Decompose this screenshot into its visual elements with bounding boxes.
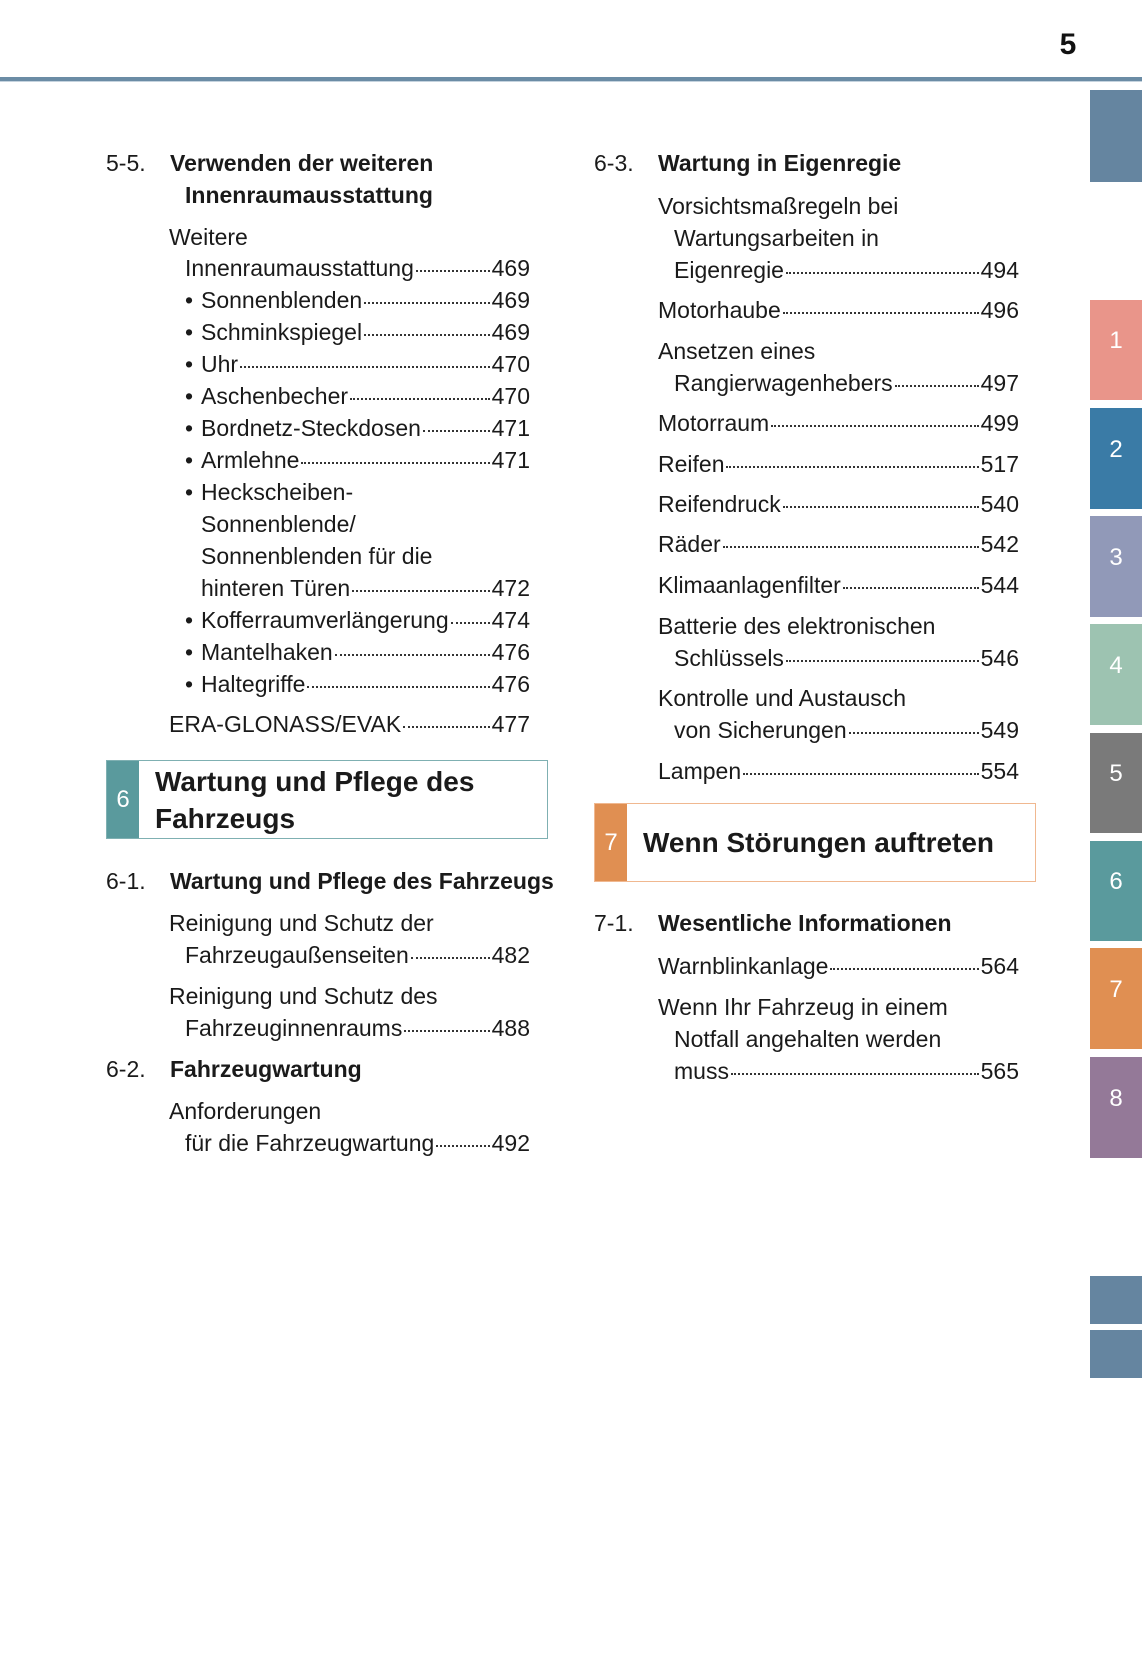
side-tab-3[interactable] [1090, 516, 1142, 617]
chapter-7-number: 7 [595, 804, 627, 881]
chapter-6-number: 6 [107, 761, 139, 838]
toc-entry[interactable]: hinteren Türen 472 [201, 575, 530, 601]
side-tab-top[interactable] [1090, 90, 1142, 182]
toc-entry[interactable]: • Haltegriffe 476 [185, 671, 530, 697]
toc-entry[interactable]: Innenraumausstattung 469 [185, 255, 530, 281]
tab-label: 7 [1109, 975, 1123, 1003]
side-tab-7[interactable] [1090, 948, 1142, 1049]
toc-text: Ansetzen eines [658, 338, 816, 364]
side-tab-1[interactable] [1090, 300, 1142, 400]
toc-entry[interactable]: Motorraum 499 [658, 410, 1019, 436]
chapter-7-header[interactable] [594, 803, 1036, 882]
toc-entry[interactable]: • Aschenbecher 470 [185, 383, 530, 409]
toc-text: Reinigung und Schutz des [169, 983, 438, 1009]
tab-label: 3 [1109, 543, 1123, 571]
toc-entry[interactable]: Räder 542 [658, 531, 1019, 557]
toc-entry[interactable]: Rangierwagenhebers 497 [674, 370, 1019, 396]
side-tab-8[interactable] [1090, 1057, 1142, 1158]
toc-entry[interactable]: Motorhaube 496 [658, 297, 1019, 323]
toc-text: Reinigung und Schutz der [169, 910, 434, 936]
toc-entry[interactable]: Warnblinkanlage 564 [658, 953, 1019, 979]
tab-label: 6 [1109, 868, 1123, 895]
toc-text: Kontrolle und Austausch [658, 685, 907, 711]
toc-entry[interactable]: Schlüssels 546 [674, 645, 1019, 671]
toc-text: Notfall angehalten werden [674, 1026, 942, 1052]
toc-text: Sonnenblende/ [201, 511, 356, 537]
toc-entry[interactable]: • Bordnetz-Steckdosen 471 [185, 415, 530, 441]
tab-label: 1 [1109, 327, 1123, 354]
toc-text: • Heckscheiben- [185, 479, 354, 505]
toc-entry[interactable]: • Mantelhaken 476 [185, 639, 530, 665]
toc-entry[interactable]: von Sicherungen 549 [674, 717, 1019, 743]
chapter-6-title: Wartung und Pflege des Fahrzeugs [155, 765, 475, 834]
section-6-3-heading[interactable]: 6-3. Wartung in Eigenregie [594, 150, 902, 176]
toc-text: Vorsichtsmaßregeln bei [658, 193, 899, 219]
toc-text: Weitere [169, 224, 248, 250]
chapter-6-header[interactable] [106, 760, 548, 839]
page-number: 5 [1059, 28, 1077, 61]
toc-entry[interactable]: Eigenregie 494 [674, 257, 1019, 283]
toc-entry[interactable]: Fahrzeuginnenraums 488 [185, 1015, 530, 1041]
toc-entry[interactable]: • Sonnenblenden 469 [185, 287, 530, 313]
toc-entry[interactable]: • Kofferraumverlängerung 474 [185, 607, 530, 633]
tab-label: 5 [1109, 760, 1123, 787]
side-tab-6[interactable] [1090, 841, 1142, 941]
side-tab-5[interactable] [1090, 733, 1142, 833]
section-6-2-heading[interactable]: 6-2. Fahrzeugwartung [106, 1056, 362, 1082]
toc-text: Wenn Ihr Fahrzeug in einem [658, 994, 948, 1020]
toc-entry[interactable]: für die Fahrzeugwartung 492 [185, 1130, 530, 1156]
section-5-5-heading[interactable]: 5-5. Verwenden der weiteren [106, 150, 434, 176]
section-5-5-heading-cont: Innenraumausstattung [185, 182, 433, 208]
header-rule [0, 77, 1142, 81]
side-tab-bottom-2[interactable] [1090, 1330, 1142, 1378]
toc-entry[interactable]: muss 565 [674, 1058, 1019, 1084]
toc-entry[interactable]: Reifendruck 540 [658, 491, 1019, 517]
section-6-1-heading[interactable]: 6-1. Wartung und Pflege des Fahrzeugs [106, 868, 554, 894]
side-tab-2[interactable] [1090, 408, 1142, 509]
toc-entry[interactable]: ERA-GLONASS/EVAK 477 [169, 711, 530, 737]
side-tab-bottom-1[interactable] [1090, 1276, 1142, 1324]
tab-label: 2 [1109, 435, 1123, 463]
tab-label: 8 [1109, 1084, 1123, 1112]
toc-entry[interactable]: • Uhr 470 [185, 351, 530, 377]
toc-entry[interactable]: Lampen 554 [658, 758, 1019, 784]
toc-text: Wartungsarbeiten in [674, 225, 879, 251]
toc-text: Anforderungen [169, 1098, 322, 1124]
toc-entry[interactable]: • Schminkspiegel 469 [185, 319, 530, 345]
tab-label: 4 [1109, 651, 1123, 679]
toc-entry[interactable]: Reifen 517 [658, 451, 1019, 477]
chapter-7-title: Wenn Störungen auftreten [643, 827, 995, 858]
side-tab-4[interactable] [1090, 624, 1142, 725]
toc-text: Sonnenblenden für die [201, 543, 433, 569]
section-7-1-heading[interactable]: 7-1. Wesentliche Informationen [594, 910, 952, 936]
toc-text: Batterie des elektronischen [658, 613, 936, 639]
toc-entry[interactable]: Fahrzeugaußenseiten 482 [185, 942, 530, 968]
toc-entry[interactable]: Klimaanlagenfilter 544 [658, 572, 1019, 598]
toc-entry[interactable]: • Armlehne 471 [185, 447, 530, 473]
